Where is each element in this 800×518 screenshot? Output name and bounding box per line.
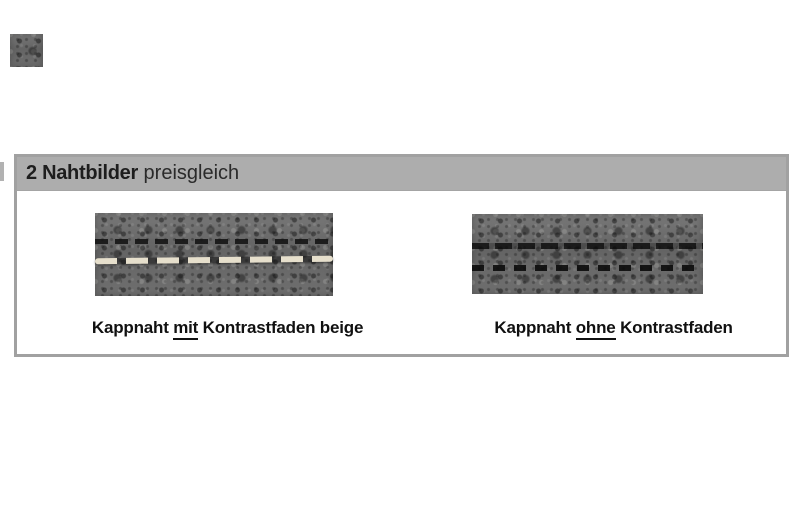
seam-photo-with-contrast-thread <box>95 213 333 296</box>
caption-text: Kontrastfaden beige <box>198 318 364 337</box>
seam-options-panel <box>14 154 789 357</box>
caption-text: Kontrastfaden <box>615 318 733 337</box>
seam-fold-line <box>95 239 333 244</box>
caption-without-contrast <box>415 298 785 337</box>
dark-stitch-line <box>472 265 703 271</box>
panel-title-regular: preisgleich <box>137 162 240 184</box>
panel-title-bold: 2 Nahtbilder <box>26 162 138 184</box>
caption-underlined-word: ohne <box>576 319 616 340</box>
caption-with-contrast <box>24 298 404 337</box>
seam-photo-without-contrast-thread <box>472 214 703 294</box>
fabric-swatch-thumbnail <box>10 34 43 67</box>
left-edge-grey-tab <box>0 162 4 181</box>
caption-underlined-word: mit <box>173 319 198 340</box>
panel-header-bar <box>17 157 786 191</box>
beige-contrast-stitch-line <box>95 256 333 264</box>
caption-text: Kappnaht <box>91 318 174 337</box>
caption-text: Kappnaht <box>494 318 576 337</box>
seam-fold-line <box>472 243 703 249</box>
